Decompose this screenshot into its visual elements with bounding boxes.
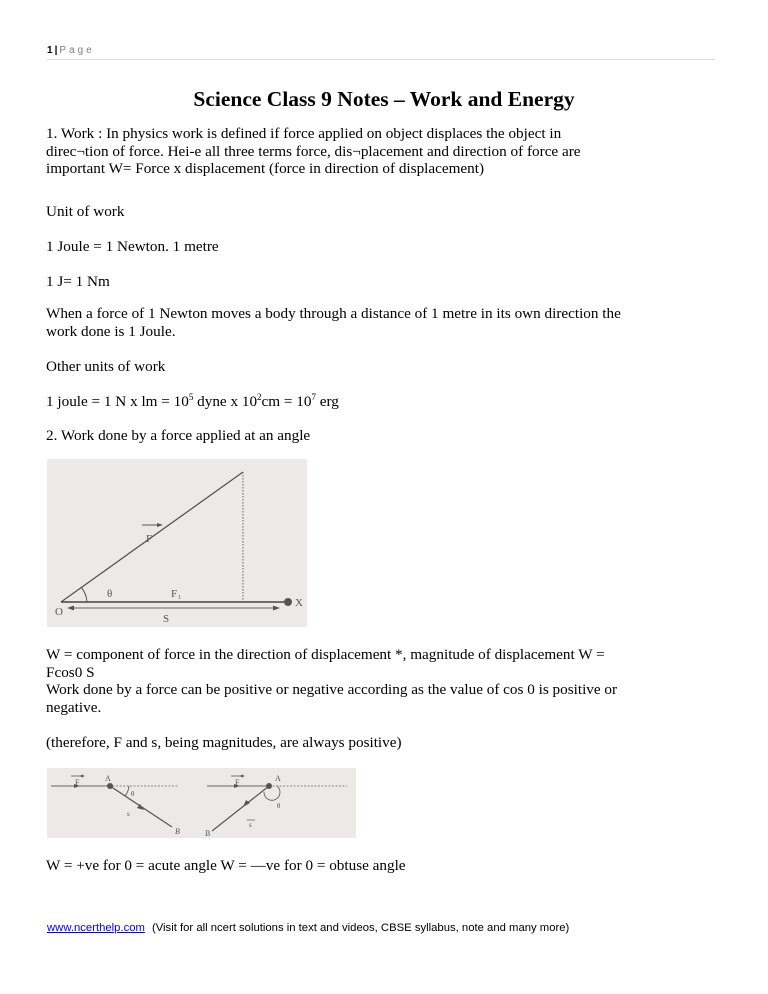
component-formula	[46, 646, 726, 716]
magnitudes-note: (therefore, F and s, being magnitudes, are always positive)	[46, 734, 402, 751]
acute-obtuse-note: W = +ve for 0 = acute angle W = —ve for 0 = obtuse angle	[46, 857, 406, 874]
left-disp-label: s	[127, 810, 130, 818]
left-angle-label: θ	[131, 790, 135, 798]
right-angle-label: θ	[277, 802, 281, 810]
footer-text: (Visit for all ncert solutions in text and videos, CBSE syllabus, note and many more)	[151, 922, 570, 934]
ncerthelp-link[interactable]: www.ncerthelp.com	[47, 922, 145, 934]
exponent: 2	[257, 392, 262, 402]
force-label: F	[146, 533, 153, 545]
conversion-part: erg	[315, 393, 339, 410]
right-point-b: B	[205, 829, 211, 838]
text-line: Work done by a force can be positive or negative according as the value of cos 0 is positive or	[46, 681, 618, 699]
section-2-heading: 2. Work done by a force applied at an angle	[46, 427, 311, 444]
left-point-b: B	[175, 827, 180, 836]
text-line: direc¬tion of force. Hei-e all three terms force, dis¬placement and direction of force are	[46, 142, 581, 160]
angle-cases-svg	[47, 768, 356, 838]
force-angle-diagram	[47, 459, 307, 627]
angle-cases-diagram	[47, 768, 356, 838]
page-footer	[47, 921, 569, 935]
exponent: 7	[311, 392, 316, 402]
displacement-label: S	[163, 613, 170, 625]
text-line: work done is 1 Joule.	[46, 322, 176, 340]
page-number: 1	[47, 45, 53, 56]
unit-heading: Unit of work	[46, 203, 125, 220]
text-line: 1. Work : In physics work is defined if force applied on object displaces the object in	[46, 125, 562, 142]
page-label: Page	[59, 45, 95, 56]
text-line: When a force of 1 Newton moves a body through a distance of 1 metre in its own direction the	[46, 305, 621, 322]
joule-explanation	[46, 305, 726, 340]
component-label: F	[171, 588, 178, 600]
endpoint-label: X	[295, 597, 303, 609]
origin-label: O	[55, 606, 63, 618]
conversion-part: cm = 10	[261, 393, 312, 410]
force-angle-svg	[47, 459, 307, 627]
text-line: negative.	[46, 698, 102, 716]
component-subscript: 1	[178, 595, 181, 601]
right-force-label: F	[235, 778, 240, 787]
right-point-a: A	[275, 774, 281, 783]
text-line: W = component of force in the direction of displacement *, magnitude of displacement W =	[46, 646, 605, 663]
right-disp-label: s	[249, 821, 252, 829]
left-point-a: A	[105, 774, 111, 783]
page-header	[47, 44, 715, 60]
work-definition	[46, 125, 726, 178]
left-force-label: F	[75, 778, 80, 787]
other-units-heading: Other units of work	[46, 358, 166, 375]
page-title: Science Class 9 Notes – Work and Energy	[193, 87, 575, 111]
exponent: 5	[188, 392, 194, 402]
joule-definition: 1 Joule = 1 Newton. 1 metre	[46, 238, 219, 255]
joule-nm: 1 J= 1 Nm	[46, 273, 110, 290]
conversion-part: 1 joule = 1 N x lm = 10	[46, 393, 189, 410]
conversion-part: dyne x 10	[193, 393, 258, 410]
text-line: Fcos0 S	[46, 663, 95, 681]
unit-conversion	[46, 393, 726, 411]
text-line: important W= Force x displacement (force in direction of displacement)	[46, 160, 485, 178]
angle-label: θ	[107, 588, 113, 600]
header-separator: |	[54, 45, 58, 56]
